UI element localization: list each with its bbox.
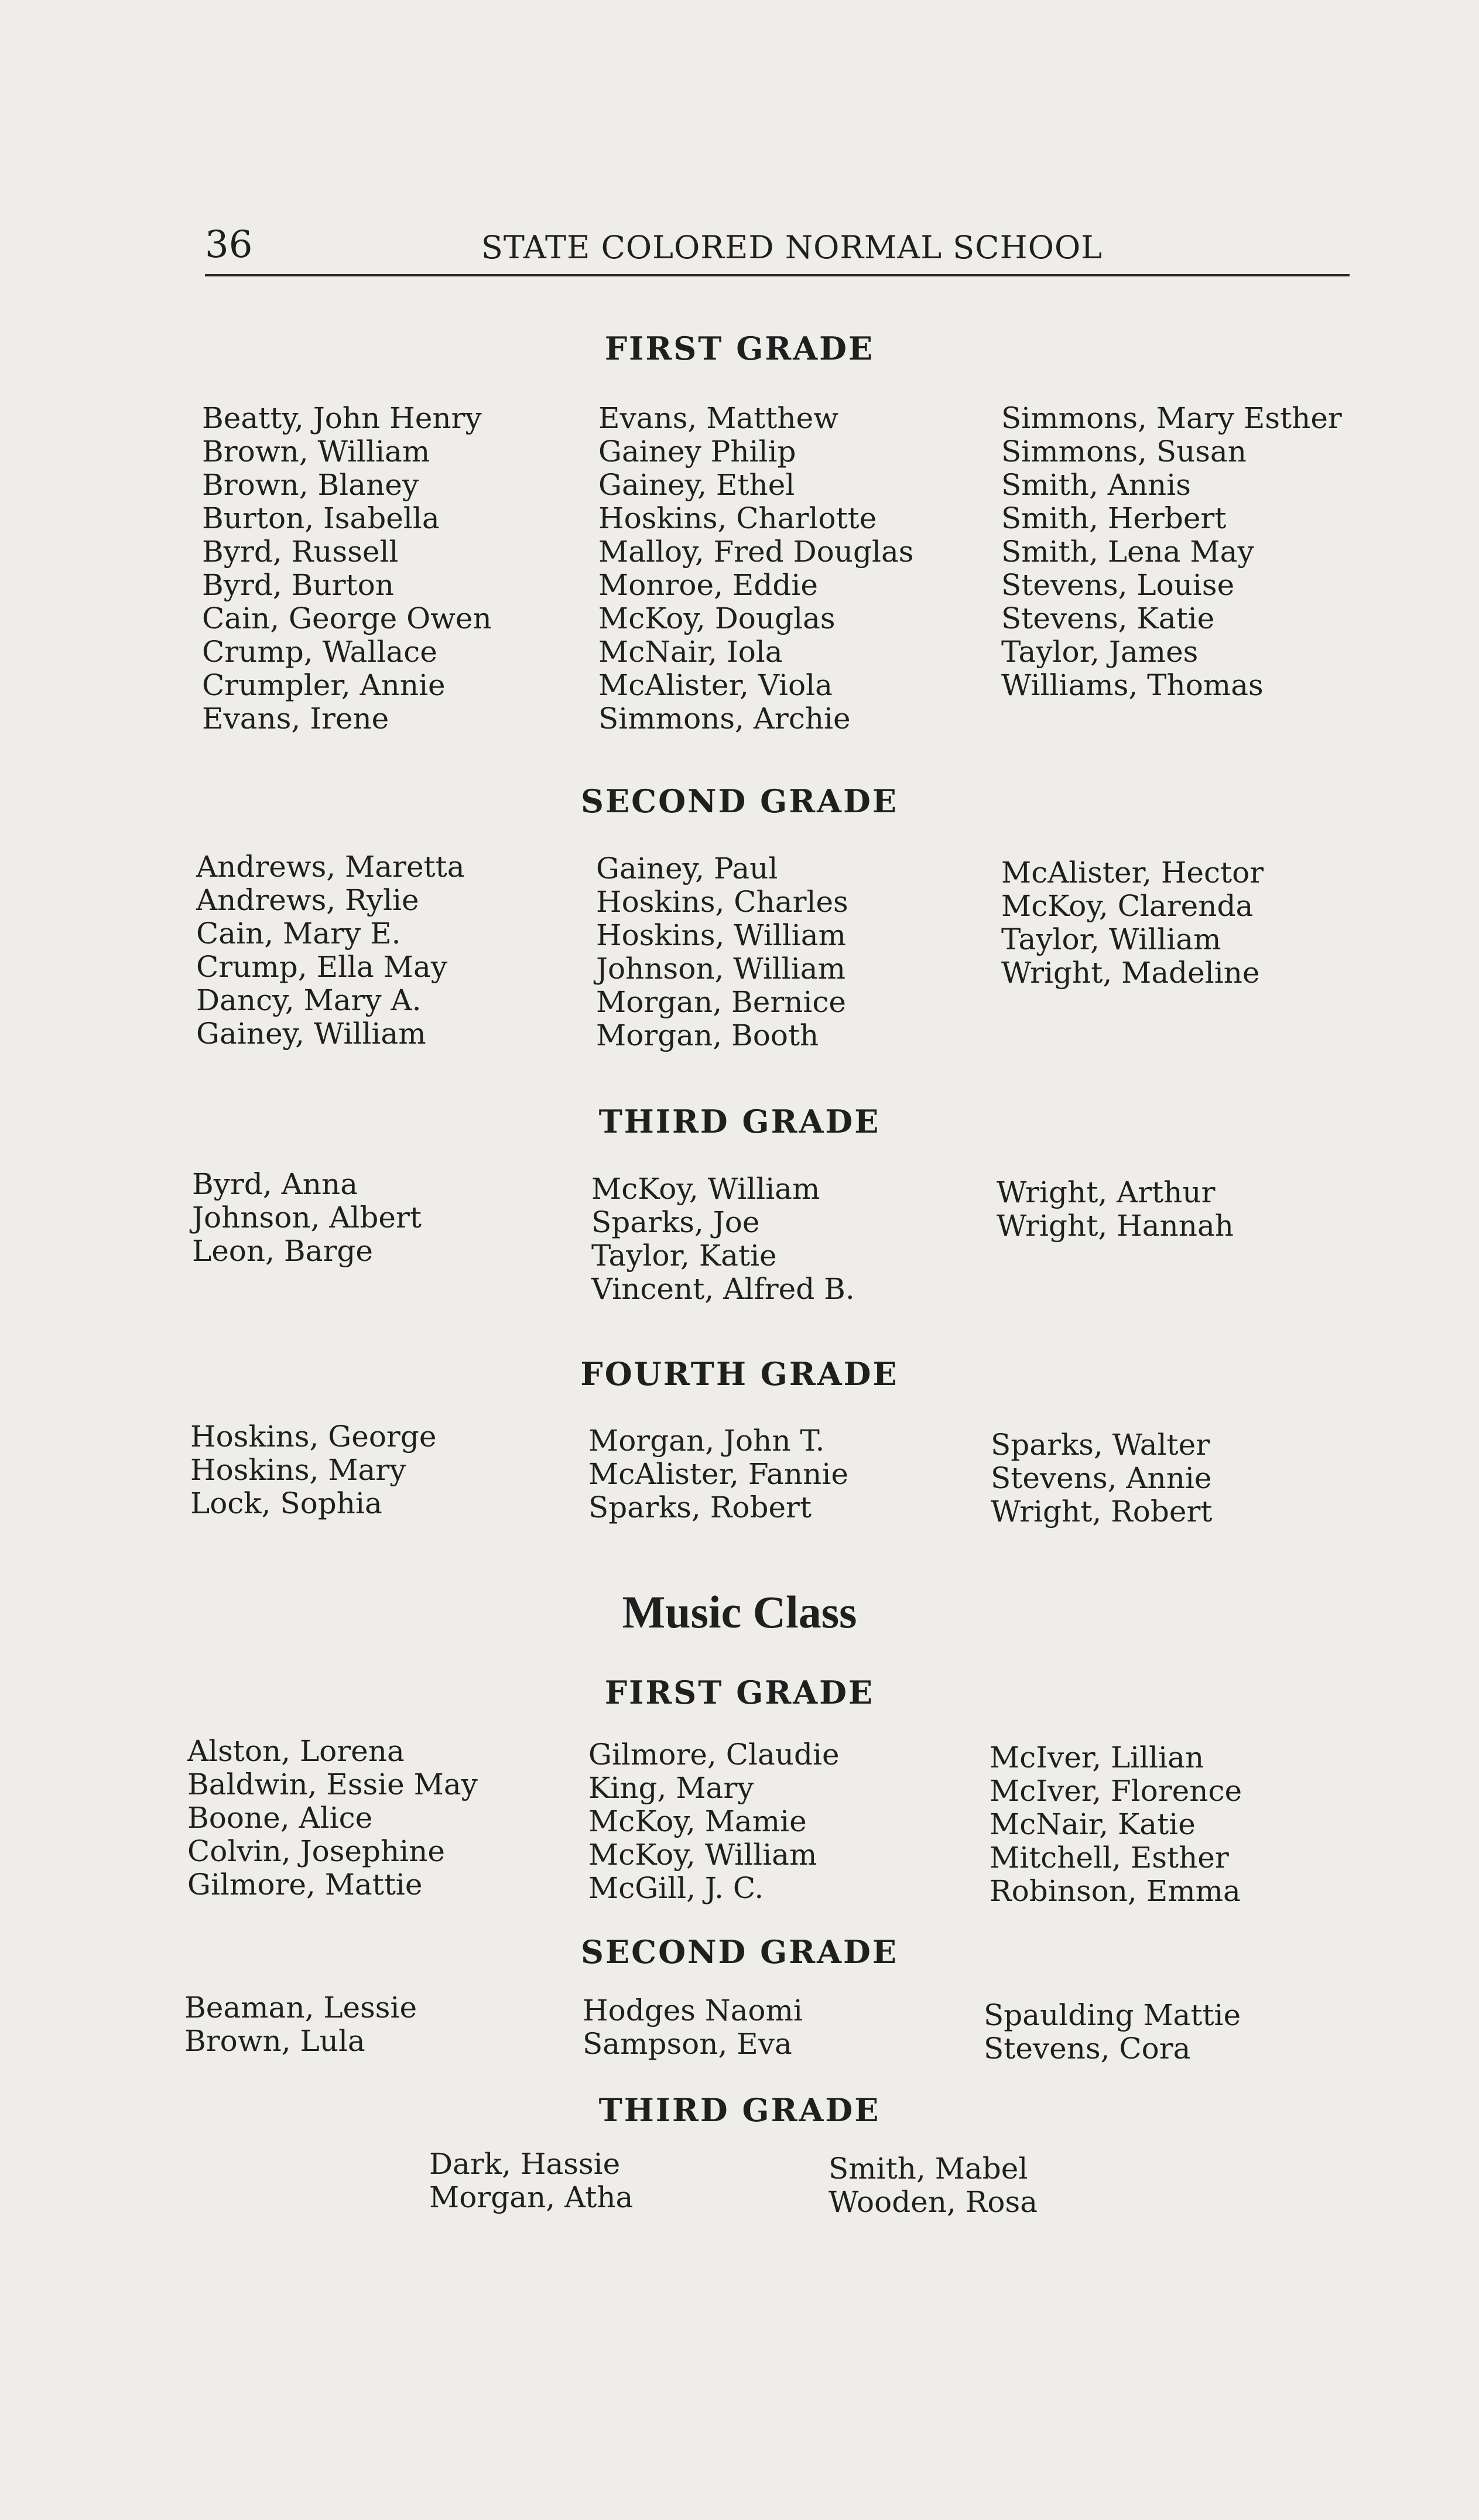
student-name: Byrd, Anna [192,1167,358,1201]
student-name: Wright, Robert [991,1495,1213,1529]
student-name: Simmons, Archie [598,702,851,736]
student-name: Sparks, Walter [991,1428,1210,1462]
student-name: Taylor, William [1001,922,1221,956]
student-name: Crump, Ella May [196,950,448,984]
running-title: STATE COLORED NORMAL SCHOOL [481,229,1103,266]
student-name: Sparks, Joe [591,1205,760,1239]
name-column [1001,402,1342,702]
student-name: Colvin, Josephine [187,1834,445,1868]
section-heading: FIRST GRADE [604,1674,875,1711]
student-name: Gilmore, Mattie [187,1868,423,1902]
name-column [588,1738,840,1905]
section-heading: THIRD GRADE [598,1103,881,1140]
student-name: Burton, Isabella [202,501,440,535]
student-name: Morgan, Bernice [596,985,847,1019]
student-name: Wright, Hannah [997,1209,1234,1243]
section-heading: SECOND GRADE [580,1933,899,1971]
name-column [828,2152,1038,2219]
student-name: Leon, Barge [192,1234,373,1268]
section-heading: THIRD GRADE [598,2091,881,2129]
student-name: Robinson, Emma [990,1874,1241,1908]
student-name: Simmons, Susan [1001,435,1247,469]
section-heading: FIRST GRADE [604,330,875,367]
page-header [205,221,1350,276]
student-name: Smith, Herbert [1001,501,1227,535]
student-name: Simmons, Mary Esther [1001,401,1342,435]
student-name: McGill, J. C. [588,1871,764,1905]
student-name: Morgan, Booth [596,1018,819,1052]
name-column [202,402,492,736]
name-column [190,1420,436,1520]
student-name: Smith, Mabel [828,2152,1028,2186]
student-name: Andrews, Maretta [196,850,465,884]
student-name: Beaman, Lessie [184,1991,417,2025]
student-name: McAlister, Fannie [588,1457,848,1491]
student-name: Evans, Matthew [598,401,838,435]
student-name: Andrews, Rylie [196,883,419,917]
student-name: Stevens, Annie [991,1461,1212,1495]
student-name: McKoy, Mamie [588,1804,807,1838]
student-name: Hoskins, Charlotte [598,501,877,535]
student-name: Boone, Alice [187,1801,373,1835]
student-name: Morgan, Atha [429,2180,634,2214]
student-name: Sparks, Robert [588,1490,812,1524]
music-class-title: Music Class [622,1586,857,1637]
student-name: Cain, George Owen [202,601,492,635]
student-name: Gainey Philip [598,435,796,469]
name-column [598,402,913,736]
name-column [991,1428,1212,1529]
student-name: Taylor, James [1001,635,1199,669]
section-heading: SECOND GRADE [580,782,899,820]
student-name: McNair, Katie [990,1807,1196,1841]
student-name: Johnson, Albert [192,1201,422,1235]
name-column [997,1176,1234,1243]
student-name: Stevens, Cora [984,2032,1191,2066]
student-name: Wright, Madeline [1001,956,1260,990]
student-name: Evans, Irene [202,702,389,736]
student-name: Beatty, John Henry [202,401,482,435]
student-name: Taylor, Katie [591,1239,777,1273]
student-name: Malloy, Fred Douglas [598,535,914,569]
student-name: Hodges Naomi [583,1994,803,2027]
student-name: Stevens, Louise [1001,568,1235,602]
student-name: Byrd, Burton [202,568,394,602]
student-name: Vincent, Alfred B. [591,1272,855,1306]
student-name: Gilmore, Claudie [588,1738,840,1772]
student-name: Crumpler, Annie [202,668,446,702]
student-name: Baldwin, Essie May [187,1767,478,1801]
name-column [591,1172,855,1306]
student-name: Wooden, Rosa [828,2185,1038,2219]
student-name: McIver, Lillian [990,1741,1204,1774]
page-number: 36 [205,223,253,266]
student-name: Johnson, William [596,952,846,986]
student-name: Dancy, Mary A. [196,983,422,1017]
name-column [196,850,465,1051]
student-name: Brown, Blaney [202,468,419,502]
student-name: McKoy, Douglas [598,601,836,635]
student-name: McAlister, Hector [1001,856,1264,890]
student-name: Wright, Arthur [997,1175,1216,1209]
student-name: King, Mary [588,1771,754,1805]
student-name: Brown, Lula [184,2024,365,2058]
name-column [583,1994,803,2061]
student-name: Dark, Hassie [429,2147,621,2181]
name-column [588,1424,848,1524]
student-name: Gainey, Paul [596,852,778,885]
student-name: Crump, Wallace [202,635,437,669]
student-name: McKoy, Clarenda [1001,889,1254,923]
student-name: McKoy, William [591,1172,820,1206]
student-name: Lock, Sophia [190,1486,382,1520]
student-name: Mitchell, Esther [990,1841,1229,1875]
student-name: Gainey, Ethel [598,468,795,502]
section-heading: FOURTH GRADE [580,1355,899,1393]
name-column [1001,856,1264,990]
student-name: Gainey, William [196,1017,426,1051]
student-name: Sampson, Eva [583,2027,792,2061]
student-name: Brown, William [202,435,430,469]
student-name: Byrd, Russell [202,535,399,569]
student-name: Smith, Lena May [1001,535,1254,569]
name-column [192,1168,422,1268]
name-column [990,1741,1242,1908]
name-column [184,1991,417,2058]
student-name: Stevens, Katie [1001,601,1215,635]
name-column [596,852,848,1052]
student-name: Smith, Annis [1001,468,1191,502]
student-name: Alston, Lorena [187,1734,405,1768]
student-name: McAlister, Viola [598,668,833,702]
student-name: Hoskins, Charles [596,885,848,919]
student-name: Hoskins, William [596,918,847,952]
student-name: Monroe, Eddie [598,568,818,602]
name-column [187,1735,478,1902]
student-name: Williams, Thomas [1001,668,1264,702]
student-name: Hoskins, George [190,1420,437,1454]
name-column [429,2148,633,2214]
student-name: Spaulding Mattie [984,1998,1241,2032]
student-name: McKoy, William [588,1838,817,1872]
student-name: Hoskins, Mary [190,1453,406,1487]
student-name: McIver, Florence [990,1774,1242,1808]
name-column [984,1999,1241,2066]
student-name: McNair, Iola [598,635,783,669]
student-name: Cain, Mary E. [196,917,401,950]
student-name: Morgan, John T. [588,1424,825,1458]
